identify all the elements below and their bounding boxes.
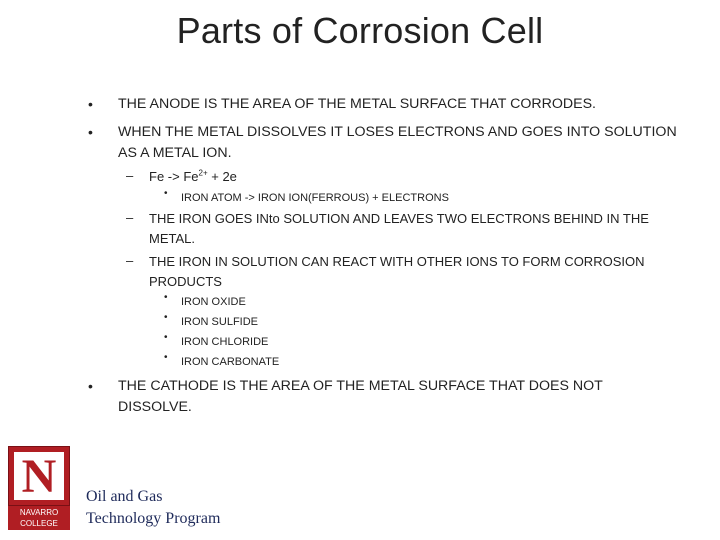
bullet-glyph: • xyxy=(88,124,93,140)
bullet-glyph: • xyxy=(164,332,168,343)
dash-glyph: – xyxy=(126,168,134,183)
sub-bullet-text: THE IRON GOES INto SOLUTION AND LEAVES TWO ELECTRONS BEHIND IN THE METAL. xyxy=(149,211,649,246)
bullet-glyph: • xyxy=(88,96,93,112)
logo-emblem xyxy=(8,446,70,506)
bullet-glyph: • xyxy=(164,292,168,303)
bullet-text: THE ANODE IS THE AREA OF THE METAL SURFACE THAT CORRODES. xyxy=(118,96,596,112)
program-footer xyxy=(86,486,220,530)
dash-glyph: – xyxy=(126,210,134,225)
reaction-left: Fe -> Fe xyxy=(149,169,199,184)
footer-line-1: Oil and Gas xyxy=(86,488,163,505)
product-label: IRON OXIDE xyxy=(181,296,246,308)
logo-line-1: NAVARRO xyxy=(19,508,59,517)
footer-line-2: Technology Program xyxy=(86,510,221,527)
bullet-glyph: • xyxy=(164,312,168,323)
reaction-description: IRON ATOM -> IRON ION(FERROUS) + ELECTRONS xyxy=(181,192,449,204)
reaction-equation xyxy=(149,167,689,187)
product-label: IRON CARBONATE xyxy=(181,356,280,368)
logo-letter: N xyxy=(14,452,64,500)
reaction-right: + 2e xyxy=(207,169,237,184)
bullet-glyph: • xyxy=(164,352,168,363)
sub-bullet-text: THE IRON IN SOLUTION CAN REACT WITH OTHER IONS TO FORM CORROSION PRODUCTS xyxy=(149,254,645,289)
product-label: IRON CHLORIDE xyxy=(181,336,269,348)
slide-title: Parts of Corrosion Cell xyxy=(176,10,544,51)
product-label: IRON SULFIDE xyxy=(181,316,259,328)
bullet-text: WHEN THE METAL DISSOLVES IT LOSES ELECTRONS AND GOES INTO SOLUTION AS A METAL ION. xyxy=(118,124,677,161)
dash-glyph: – xyxy=(126,253,134,268)
bullet-glyph: • xyxy=(164,188,168,199)
navarro-college-logo xyxy=(8,446,70,530)
logo-line-2: COLLEGE xyxy=(20,519,58,528)
charge-superscript: 2+ xyxy=(198,168,208,178)
logo-wordmark xyxy=(8,506,70,530)
bullet-glyph: • xyxy=(88,378,93,394)
bullet-text: THE CATHODE IS THE AREA OF THE METAL SURFACE THAT DOES NOT DISSOLVE. xyxy=(118,378,603,415)
